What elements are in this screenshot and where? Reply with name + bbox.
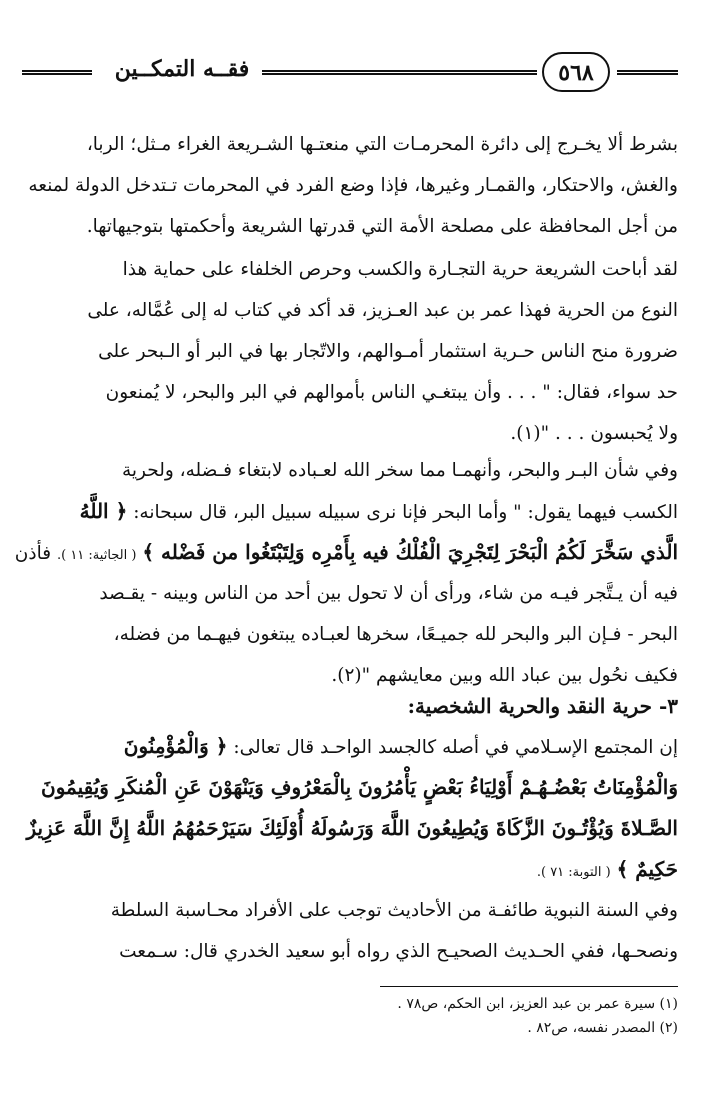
header-rule-middle	[262, 70, 537, 75]
page-number: ٥٦٨	[542, 52, 610, 92]
quran-verse: الَّذي سَخَّرَ لَكُمُ الْبَحْرَ لِتَجْرِيَ الْفُلْكُ فيه بِأَمْرِه وَلِتَبْتَغُوا من فَضْله ﴾	[142, 540, 678, 564]
text-line: لقد أباحت الشريعة حرية التجـارة والكسب وحرص الخلفاء على حماية هذا	[122, 259, 678, 280]
text-line: البحر - فـإن البر والبحر لله جميـعًا، سخرها لعبـاده يبتغون فيهـما من فضله،	[113, 624, 678, 645]
text-line: فكيف نحُول بين عباد الله وبين معايشهم "(٢).	[331, 665, 678, 686]
line-text: الكسب فيهما يقول: " وأما البحر فإنا نرى سبيله سبيل البر، قال سبحانه:	[133, 502, 678, 523]
paragraph-2	[28, 249, 678, 454]
line-text: إن المجتمع الإسـلامي في أصله كالجسد الواحـد قال تعالى:	[233, 737, 678, 758]
paragraph-1	[28, 124, 678, 247]
paragraph-5	[28, 890, 678, 972]
footnote-divider	[380, 986, 678, 987]
text-line: ضرورة منح الناس حـرية استثمار أمـوالهم، والاتّجار بها في البر أو الـبحر على	[98, 341, 678, 362]
page-header	[22, 52, 678, 96]
text-line: فيه أن يـتَّجر فيـه من شاء، ورأى أن لا تحول بين أحد من الناس وبينه - يقـصد	[99, 583, 678, 604]
text-line: حد سواء، فقال: " . . . وأن يبتغـي الناس بأموالهم في البر والبحر، لا يُمنعون	[105, 382, 678, 403]
paragraph-4	[28, 726, 678, 890]
text-line	[14, 532, 678, 573]
running-title: فقــه التمكــين	[114, 56, 250, 82]
header-rule-left	[22, 70, 92, 75]
paragraph-3	[14, 450, 678, 696]
text-line: وفي شأن البـر والبحر، وأنهمـا مما سخر الله لعـباده لابتغاء فـضله، ولحرية	[121, 460, 678, 481]
verse-reference: ( التوبة: ٧١ ).	[536, 865, 611, 880]
text-line: ونصحـها، ففي الحـديث الصحيـح الذي رواه أبو سعيد الخدري قال: سـمعت	[119, 941, 678, 962]
line-text: فأذن	[14, 543, 52, 564]
quran-verse: وَالْمُؤْمِنَاتُ بَعْضُـهُـمْ أَوْلِيَاءُ بَعْضٍ يَأْمُرُونَ بِالْمَعْرُوفِ وَيَنْهَوْنَ عَنِ الْمُنكَرِ وَيُقِيمُونَ	[41, 775, 678, 799]
footnotes	[28, 992, 678, 1040]
header-rule-right	[617, 70, 678, 75]
quran-verse-start: ﴿ اللَّهُ	[79, 499, 128, 523]
text-line: وفي السنة النبوية طائفـة من الأحاديث توجب على الأفراد محـاسبة السلطة	[110, 900, 678, 921]
text-line: ولا يُحبسون . . . "(١).	[510, 423, 678, 444]
text-line	[28, 726, 678, 767]
quran-verse: الصَّـلاةَ وَيُؤْتُـونَ الزَّكَاةَ وَيُطِيعُونَ اللَّهَ وَرَسُولَهُ أُوْلَئِكَ سَيَرْحَمُهُمُ اللَّهُ إِنَّ اللَّهَ عَزِيزٌ	[26, 816, 678, 840]
text-line	[28, 849, 678, 890]
text-line: النوع من الحرية فهذا عمر بن عبد العـزيز، قد أكد في كتاب له إلى عُمَّاله، على	[87, 300, 678, 321]
text-line: بشرط ألا يخـرج إلى دائرة المحرمـات التي منعتـها الشـريعة الغراء مـثل؛ الربا،	[86, 134, 678, 155]
text-line	[28, 491, 678, 532]
section-title: ٣- حرية النقد والحرية الشخصية:	[407, 694, 678, 718]
text-line: والغش، والاحتكار، والقمـار وغيرها، فإذا وضع الفرد في المحرمات تـتدخل الدولة لمنعه	[28, 175, 678, 196]
text-line: من أجل المحافظة على مصلحة الأمة التي قدرتها الشريعة وأحكمتها بتوجيهاتها.	[86, 216, 678, 237]
footnote-1: (١) سيرة عمر بن عبد العزيز، ابن الحكم، ص٧٨ .	[397, 996, 678, 1012]
quran-verse-start: ﴿ وَالْمُؤْمِنُونَ	[123, 734, 228, 758]
verse-reference: ( الجاثية: ١١ ).	[56, 548, 137, 563]
quran-verse-end: حَكِيمٌ ﴾	[616, 857, 678, 881]
footnote-2: (٢) المصدر نفسه، ص٨٢ .	[527, 1020, 678, 1036]
